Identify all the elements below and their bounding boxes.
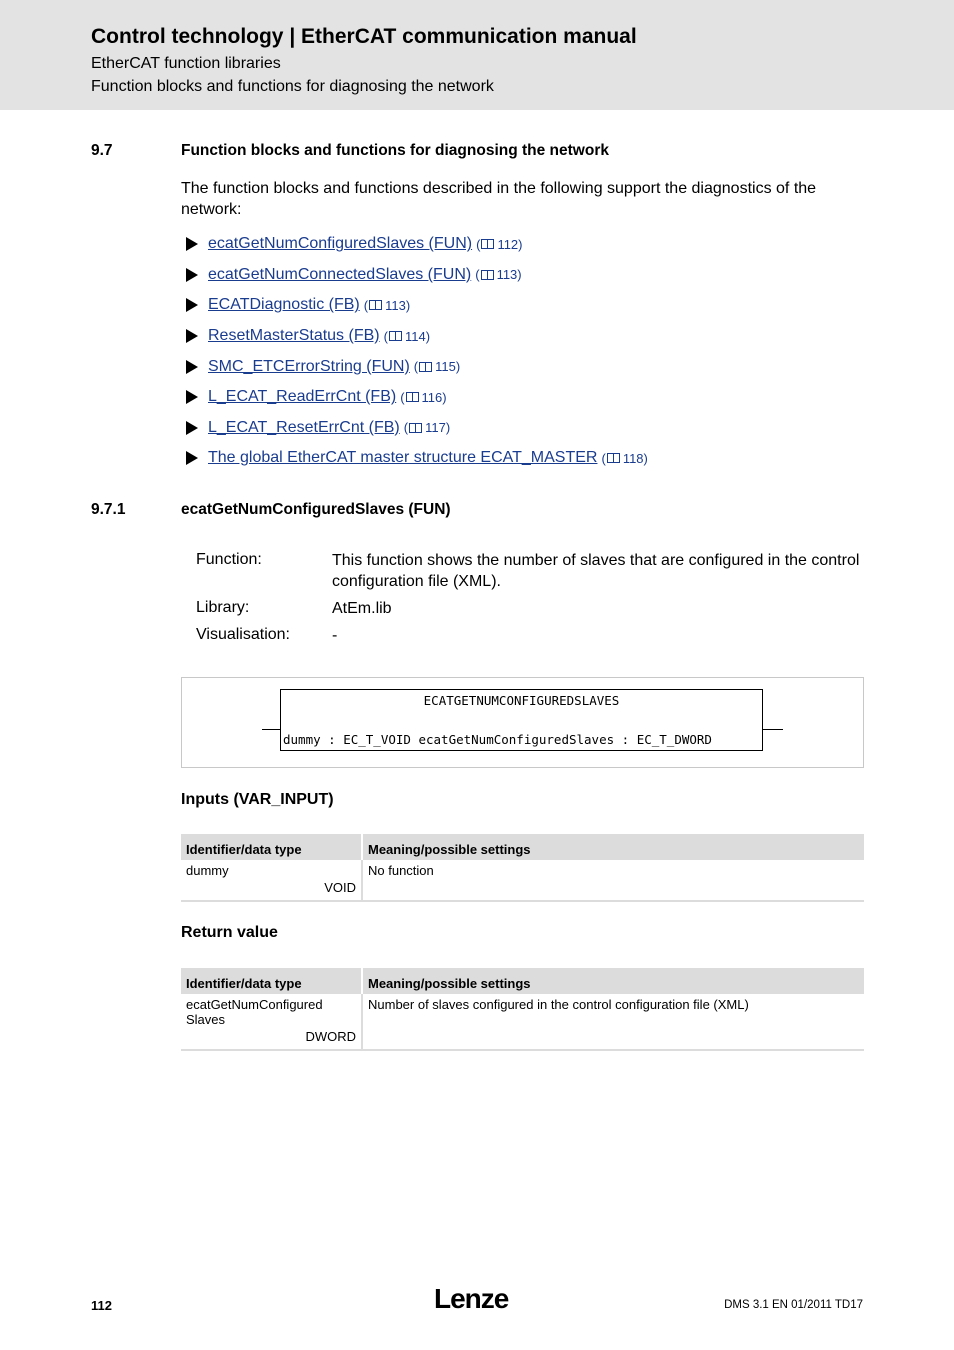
header-band [0, 0, 954, 110]
page-number: 112 [91, 1298, 112, 1313]
table-row [181, 994, 864, 1050]
output-connector-line [763, 729, 783, 730]
lenze-logo: Lenze [434, 1283, 509, 1314]
return-table [181, 968, 864, 1051]
identifier-name: dummy [186, 863, 229, 878]
identifier-cell [181, 860, 362, 901]
inputs-table [181, 834, 864, 902]
page-reference[interactable]: ( 113 ) [475, 267, 522, 283]
link-l-ecat-readerrcnt[interactable]: L_ECAT_ReadErrCnt (FB) [208, 388, 397, 406]
book-icon [389, 331, 402, 341]
list-item [186, 443, 648, 474]
book-icon [481, 239, 494, 249]
list-item [186, 382, 648, 413]
column-header-identifier: Identifier/data type [181, 834, 362, 860]
block-signature: dummy : EC_T_VOID ecatGetNumConfiguredSlaves : EC_T_DWORD [283, 732, 712, 747]
book-icon [369, 300, 382, 310]
library-label: Library: [196, 599, 250, 616]
document-title: Control technology | EtherCAT communication manual [91, 25, 637, 48]
section-subtitle: Function blocks and functions for diagnosing the network [91, 78, 494, 95]
page-reference[interactable]: ( 116 ) [400, 389, 447, 405]
page-reference[interactable]: ( 117 ) [403, 420, 451, 436]
bullet-arrow-icon [186, 360, 198, 374]
page-reference[interactable]: ( 118 ) [601, 450, 648, 466]
table-header-row [181, 834, 864, 860]
section-number: 9.7 [91, 142, 113, 159]
bullet-arrow-icon [186, 237, 198, 251]
link-ecat-master-structure[interactable]: The global EtherCAT master structure ECAT_MASTER [208, 449, 598, 467]
column-header-meaning: Meaning/possible settings [362, 834, 864, 860]
page-reference[interactable]: ( 113 ) [363, 297, 411, 313]
link-resetmasterstatus[interactable]: ResetMasterStatus (FB) [208, 327, 380, 345]
list-item [186, 321, 648, 352]
subsection-title: ecatGetNumConfiguredSlaves (FUN) [181, 501, 451, 518]
book-icon [406, 392, 419, 402]
identifier-name: ecatGetNumConfigured Slaves [186, 997, 323, 1027]
visualisation-label: Visualisation: [196, 626, 290, 643]
data-type: DWORD [305, 1029, 356, 1044]
book-icon [409, 423, 422, 433]
document-id: DMS 3.1 EN 01/2011 TD17 [724, 1299, 863, 1311]
meaning-cell: Number of slaves configured in the control configuration file (XML) [362, 994, 864, 1050]
input-connector-line [262, 729, 280, 730]
list-item [186, 351, 648, 382]
intro-paragraph: The function blocks and functions described in the following support the diagnostics of the network: [181, 180, 817, 218]
link-l-ecat-reseterrcnt[interactable]: L_ECAT_ResetErrCnt (FB) [208, 418, 400, 436]
visualisation-value: - [332, 627, 338, 644]
block-name: ECATGETNUMCONFIGUREDSLAVES [423, 693, 620, 708]
table-header-row [181, 968, 864, 994]
book-icon [419, 362, 432, 372]
list-item [186, 413, 648, 444]
function-block-diagram [181, 677, 864, 768]
table-row [181, 860, 864, 901]
link-ecatgetnumconfiguredslaves[interactable]: ecatGetNumConfiguredSlaves (FUN) [208, 235, 473, 253]
chapter-subtitle: EtherCAT function libraries [91, 55, 281, 72]
bullet-arrow-icon [186, 390, 198, 404]
list-item [186, 290, 648, 321]
bullet-arrow-icon [186, 421, 198, 435]
identifier-cell [181, 994, 362, 1050]
function-link-list [186, 229, 648, 474]
column-header-identifier: Identifier/data type [181, 968, 362, 994]
link-smc-etcerrorstring[interactable]: SMC_ETCErrorString (FUN) [208, 357, 410, 375]
page-reference[interactable]: ( 114 ) [383, 328, 431, 344]
function-block [280, 689, 763, 751]
function-label: Function: [196, 551, 262, 568]
bullet-arrow-icon [186, 329, 198, 343]
link-ecatgetnumconnectedslaves[interactable]: ecatGetNumConnectedSlaves (FUN) [208, 265, 472, 283]
section-title: Function blocks and functions for diagnosing the network [181, 142, 609, 159]
return-heading: Return value [181, 924, 278, 941]
page-reference[interactable]: ( 115 ) [413, 359, 461, 375]
subsection-number: 9.7.1 [91, 501, 126, 518]
bullet-arrow-icon [186, 268, 198, 282]
link-ecatdiagnostic[interactable]: ECATDiagnostic (FB) [208, 296, 360, 314]
meaning-cell: No function [362, 860, 864, 901]
book-icon [607, 453, 620, 463]
list-item [186, 260, 648, 291]
book-icon [481, 270, 494, 280]
library-value: AtEm.lib [332, 600, 392, 617]
column-header-meaning: Meaning/possible settings [362, 968, 864, 994]
list-item [186, 229, 648, 260]
page-reference[interactable]: ( 112 ) [476, 236, 523, 252]
inputs-heading: Inputs (VAR_INPUT) [181, 791, 334, 808]
bullet-arrow-icon [186, 298, 198, 312]
data-type: VOID [324, 880, 356, 895]
function-description: This function shows the number of slaves that are configured in the control configuration file (XML). [332, 552, 860, 590]
bullet-arrow-icon [186, 451, 198, 465]
